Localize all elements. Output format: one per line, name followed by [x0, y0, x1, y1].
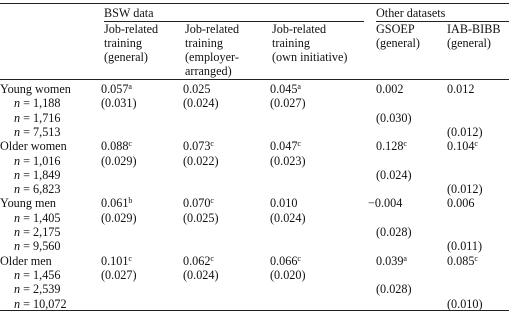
row-group-label: Young men [0, 196, 56, 211]
value-cell: (0.027) [270, 96, 306, 111]
value-cell: (0.024) [376, 167, 412, 182]
value-cell: 0.025 [183, 82, 211, 96]
significance-marker: c [210, 253, 214, 263]
column-header-line: training [104, 36, 142, 50]
column-header-line: training [185, 36, 223, 50]
value-cell: 0.047$^c$ [270, 139, 301, 154]
sample-size-label: n = 7,513 [14, 124, 61, 139]
value-cell: 0.002 [376, 82, 404, 96]
row-group-label: Young women [0, 82, 71, 96]
value-cell: 0.012 [447, 82, 475, 96]
value-cell: (0.024) [183, 96, 219, 111]
value-cell: (0.024) [270, 210, 306, 225]
group-header-other: Other datasets [376, 6, 446, 20]
significance-marker: a [128, 82, 132, 91]
sample-size-label: n = 1,188 [14, 96, 61, 111]
column-header-line: (own initiative) [272, 50, 348, 64]
value-cell: (0.012) [447, 124, 483, 139]
value-cell: 0.061$^b$ [101, 196, 133, 211]
value-cell: (0.011) [447, 239, 483, 254]
significance-marker: c [403, 139, 407, 149]
header-rule [0, 79, 509, 80]
value-cell: 0.006 [447, 196, 475, 211]
top-rule [0, 3, 509, 4]
value-cell: (0.010) [447, 296, 483, 311]
sample-size-label: n = 6,823 [14, 182, 61, 197]
sample-size-label: n = 1,716 [14, 110, 61, 125]
significance-marker: a [297, 82, 301, 91]
sample-size-label: n = 10,072 [14, 296, 67, 311]
value-cell: 0.101$^c$ [101, 253, 132, 268]
column-header-line: (general) [447, 36, 491, 50]
sample-size-label: n = 1,405 [14, 210, 61, 225]
significance-marker: c [210, 139, 214, 149]
column-header-line: IAB-BIBB [447, 22, 501, 36]
column-header-line: arranged) [185, 64, 232, 78]
column-header-line: (employer- [185, 50, 239, 64]
value-cell: (0.023) [270, 153, 306, 168]
bottom-rule [0, 310, 509, 311]
value-cell: (0.024) [183, 267, 219, 282]
column-header-line: (general) [376, 36, 420, 50]
sample-size-label: n = 1,016 [14, 153, 61, 168]
value-cell: 0.045$^a$ [270, 82, 301, 96]
column-header-line: Job-related [104, 22, 159, 36]
value-cell: (0.029) [101, 153, 137, 168]
sample-size-label: n = 2,175 [14, 225, 61, 239]
sample-size-label: n = 1,849 [14, 167, 61, 182]
significance-marker: c [210, 196, 214, 206]
sample-size-label: n = 2,539 [14, 282, 61, 297]
row-group-label: Older men [0, 253, 52, 268]
value-cell: 0.070$^c$ [183, 196, 214, 211]
value-cell: (0.020) [270, 267, 306, 282]
value-cell: (0.025) [183, 210, 219, 225]
significance-marker: c [297, 139, 301, 149]
significance-marker: c [297, 253, 301, 263]
group-header-bsw: BSW data [104, 6, 154, 20]
sample-size-label: n = 1,456 [14, 267, 61, 282]
value-cell: 0.057$^a$ [101, 82, 132, 96]
value-cell: 0.039$^a$ [376, 253, 407, 268]
value-cell: 0.066$^c$ [270, 253, 301, 268]
value-cell: 0.085$^c$ [447, 253, 478, 268]
significance-marker: c [474, 253, 478, 263]
value-cell: 0.073$^c$ [183, 139, 214, 154]
value-cell: 0.062$^c$ [183, 253, 214, 268]
column-header-line: Job-related [185, 22, 240, 36]
row-group-label: Older women [0, 139, 67, 154]
value-cell: (0.028) [376, 282, 412, 297]
significance-marker: c [474, 139, 478, 149]
value-cell: 0.088$^c$ [101, 139, 132, 154]
value-cell: (0.030) [376, 110, 412, 125]
significance-marker: b [128, 196, 133, 206]
value-cell: 0.128$^c$ [376, 139, 407, 154]
value-cell: 0.010 [270, 196, 298, 211]
value-cell: (0.029) [101, 210, 137, 225]
column-header-line: training [272, 36, 310, 50]
significance-marker: a [403, 253, 407, 263]
value-cell: −0.004 [368, 196, 403, 211]
column-header-line: GSOEP [376, 22, 415, 36]
value-cell: (0.028) [376, 225, 412, 239]
value-cell: (0.031) [101, 96, 137, 111]
value-cell: (0.027) [101, 267, 137, 282]
sample-size-label: n = 9,560 [14, 239, 61, 254]
value-cell: 0.104$^c$ [447, 139, 478, 154]
column-header-line: (general) [104, 50, 148, 64]
value-cell: (0.022) [183, 153, 219, 168]
significance-marker: c [128, 253, 132, 263]
significance-marker: c [128, 139, 132, 149]
column-header-line: Job-related [272, 22, 327, 36]
value-cell: (0.012) [447, 182, 483, 197]
